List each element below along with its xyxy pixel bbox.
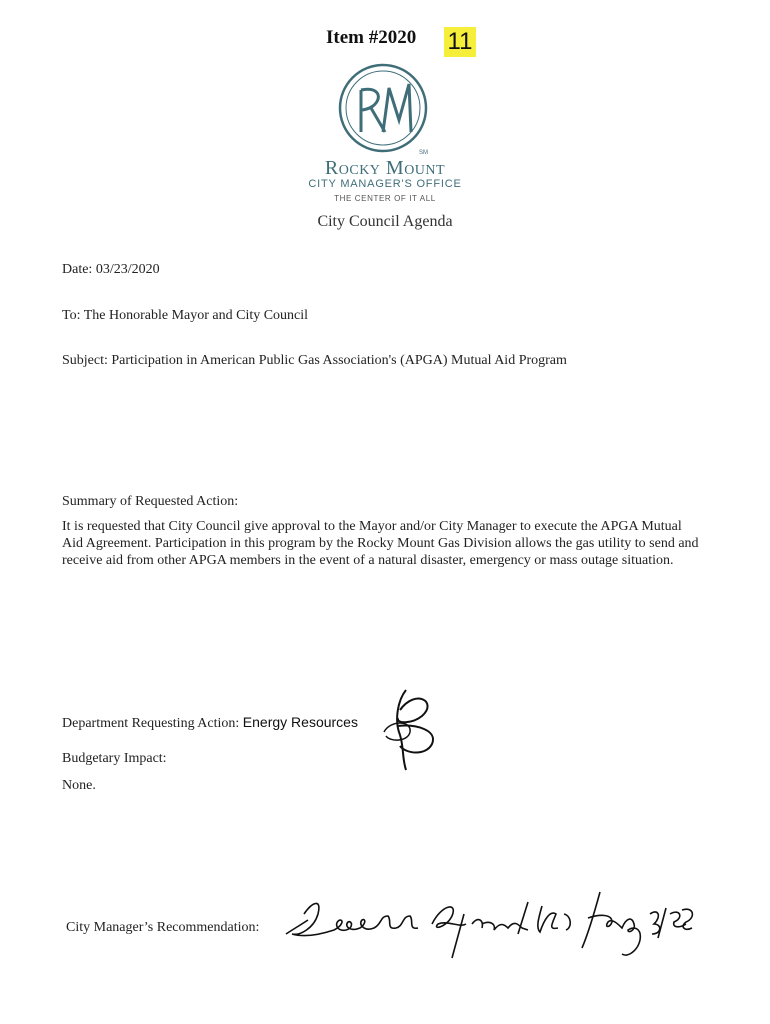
summary-body: It is requested that City Council give approval to the Mayor and/or City Manager to execute the APGA Mutual Aid Agreement. Participation in this program by the Rocky Mount Gas Division allows the gas utility to send and receive aid from other APGA members in the event of a natural disaster, emergency or mass outage situation. (62, 519, 699, 568)
handwritten-recommendation-signature (282, 884, 702, 964)
handwritten-initials-icon (376, 680, 446, 775)
item-number-label: Item #2020 (326, 27, 417, 48)
organization-name: Rocky Mount (324, 157, 446, 179)
department-label: Department Requesting Action: (62, 716, 240, 731)
recommendation-label: City Manager’s Recommendation: (66, 920, 260, 935)
memo-date: Date: 03/23/2020 (62, 262, 160, 277)
office-name: CITY MANAGER'S OFFICE (308, 178, 462, 190)
city-logo-icon (333, 60, 437, 158)
budget-label: Budgetary Impact: (62, 751, 167, 766)
summary-heading: Summary of Requested Action: (62, 494, 239, 509)
service-mark: SM (419, 150, 428, 156)
tagline: THE CENTER OF IT ALL (334, 194, 436, 203)
department-line (62, 714, 358, 732)
agenda-title: City Council Agenda (317, 213, 453, 230)
department-value: Energy Resources (242, 714, 358, 730)
memo-subject: Subject: Participation in American Public Gas Association's (APGA) Mutual Aid Program (62, 353, 567, 368)
budget-value: None. (62, 778, 96, 793)
memo-to: To: The Honorable Mayor and City Council (62, 308, 309, 323)
agenda-item-badge: 11 (444, 27, 476, 57)
